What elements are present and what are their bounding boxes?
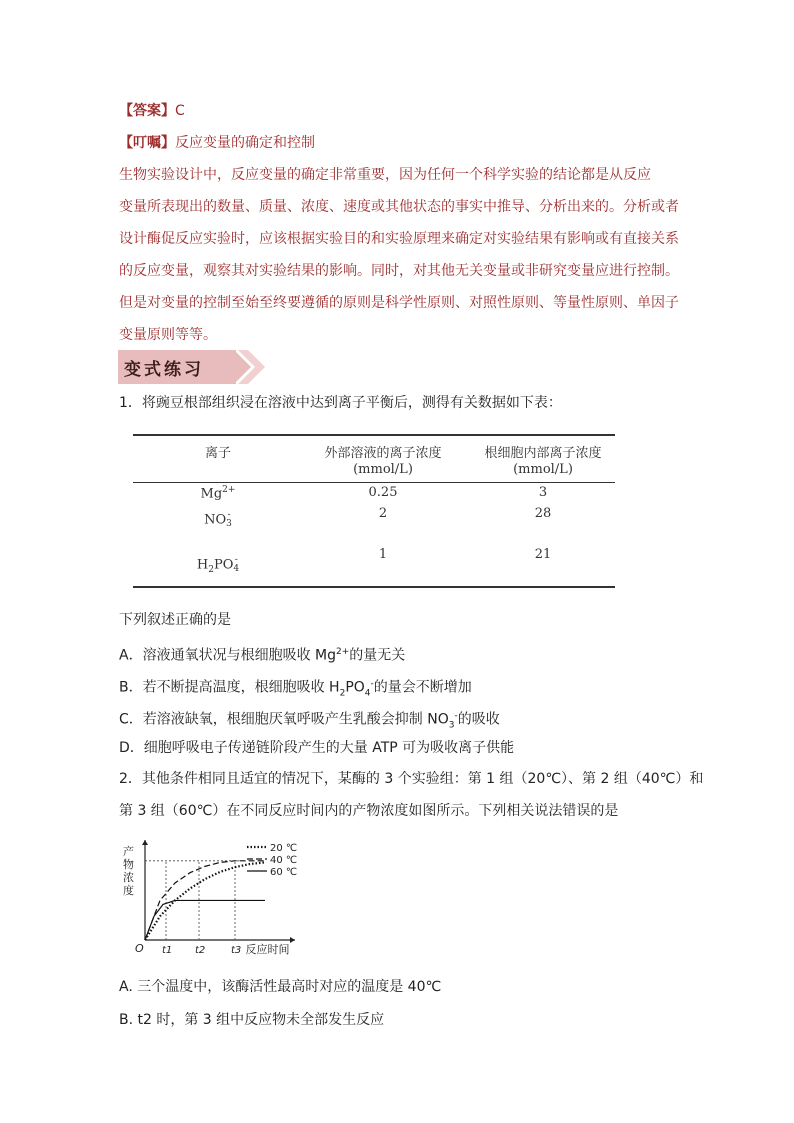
- paragraph-line-5: 但是对变量的控制至始至终要遵循的原则是科学性原则、对照性原则、等量性原则、单因子: [119, 295, 679, 311]
- q1-option-b[interactable]: B．若不断提高温度，根细胞吸收 $H_2PO_4^-$的量会不断增加: [119, 679, 472, 699]
- tip-label: 【叮嘱】: [119, 135, 175, 151]
- y-axis-arrow: [142, 840, 148, 845]
- header-inside-unit: (mmol/L): [513, 462, 573, 477]
- q2-option-a[interactable]: A. 三个温度中，该酶活性最高时对应的温度是 40℃: [119, 979, 442, 995]
- x-tick-label: t3: [231, 945, 242, 955]
- row-2-outside: 2: [378, 506, 388, 521]
- legend-label-3: 60 ℃: [270, 867, 298, 878]
- row-3-inside: 21: [534, 547, 552, 562]
- q1-option-c[interactable]: C．若溶液缺氧，根细胞厌氧呼吸产生乳酸会抑制 $NO_3^-$的吸收: [119, 711, 500, 731]
- y-label-char: 度: [123, 884, 134, 897]
- chart-svg: [115, 835, 305, 955]
- x-tick-label: t1: [162, 945, 173, 955]
- q1-prompt: 下列叙述正确的是: [119, 612, 231, 628]
- answer-value: C: [175, 103, 185, 119]
- header-inside: 根细胞内部离子浓度: [484, 446, 602, 461]
- tip-line: [119, 133, 315, 153]
- paragraph-line-3: 设计酶促反应实验时，应该根据实验目的和实验原理来确定对实验结果有影响或有直接关系: [119, 231, 679, 247]
- header-ion: 离子: [204, 446, 231, 461]
- ion-table: [133, 434, 615, 588]
- product-concentration-chart: [115, 835, 305, 955]
- paragraph-line-6: 变量原则等等。: [119, 327, 217, 343]
- table-top-rule: [133, 434, 615, 436]
- row-1-outside: 0.25: [368, 485, 398, 500]
- row-3-outside: 1: [378, 547, 388, 562]
- tip-title: 反应变量的确定和控制: [175, 135, 315, 151]
- row-2-ion: NO- 3: [204, 510, 232, 529]
- paragraph-line-2: 变量所表现出的数量、质量、浓度、速度或其他状态的事实中推导、分析出来的。分析或者: [119, 199, 679, 215]
- q2-stem-line-1: 2．其他条件相同且适宜的情况下，某酶的 3 个实验组：第 1 组（20℃）、第 2 组（40℃）和: [119, 771, 704, 787]
- row-2-inside: 28: [534, 506, 552, 521]
- q1-option-d[interactable]: D．细胞呼吸电子传递链阶段产生的大量 ATP 可为吸收离子供能: [119, 740, 515, 756]
- origin-label: O: [135, 942, 144, 955]
- banner-arrow-icon: [218, 350, 274, 384]
- legend-label-1: 20 ℃: [270, 843, 298, 854]
- y-label-char: 浓: [123, 871, 134, 884]
- paragraph-line-1: 生物实验设计中，反应变量的确定非常重要，因为任何一个科学实验的结论都是从反应: [119, 167, 651, 183]
- q2-option-b[interactable]: B. t2 时，第 3 组中反应物未全部发生反应: [119, 1012, 385, 1028]
- x-axis-arrow: [290, 937, 295, 943]
- header-outside-unit: (mmol/L): [353, 462, 413, 477]
- row-3-ion: $H_2PO-$ 4: [196, 555, 240, 576]
- x-axis-label: 反应时间: [245, 943, 290, 955]
- series-line-1: [145, 862, 265, 940]
- row-1-ion: $Mg^{2+}$: [200, 485, 236, 502]
- y-label-char: 物: [123, 858, 134, 871]
- answer-label: 【答案】: [119, 103, 175, 119]
- banner-label: 变式练习: [124, 360, 204, 380]
- q1-stem: 1．将豌豆根部组织浸在溶液中达到离子平衡后，测得有关数据如下表：: [119, 395, 562, 411]
- q1-option-a[interactable]: A．溶液通氧状况与根细胞吸收 $Mg^{2+}$的量无关: [119, 647, 406, 664]
- row-1-inside: 3: [538, 485, 548, 500]
- x-tick-label: t2: [195, 945, 206, 955]
- table-header-rule: [133, 482, 615, 483]
- answer-line: [119, 101, 185, 121]
- section-banner: [118, 350, 274, 384]
- series-line-3: [145, 900, 265, 940]
- table-bottom-rule: [133, 586, 615, 588]
- header-outside: 外部溶液的离子浓度: [324, 446, 442, 461]
- y-label-char: 产: [123, 845, 134, 858]
- legend-label-2: 40 ℃: [270, 855, 298, 866]
- paragraph-line-4: 的反应变量，观察其对实验结果的影响。同时，对其他无关变量或非研究变量应进行控制。: [119, 263, 679, 279]
- q2-stem-line-2: 第 3 组（60℃）在不同反应时间内的产物浓度如图所示。下列相关说法错误的是: [119, 803, 619, 819]
